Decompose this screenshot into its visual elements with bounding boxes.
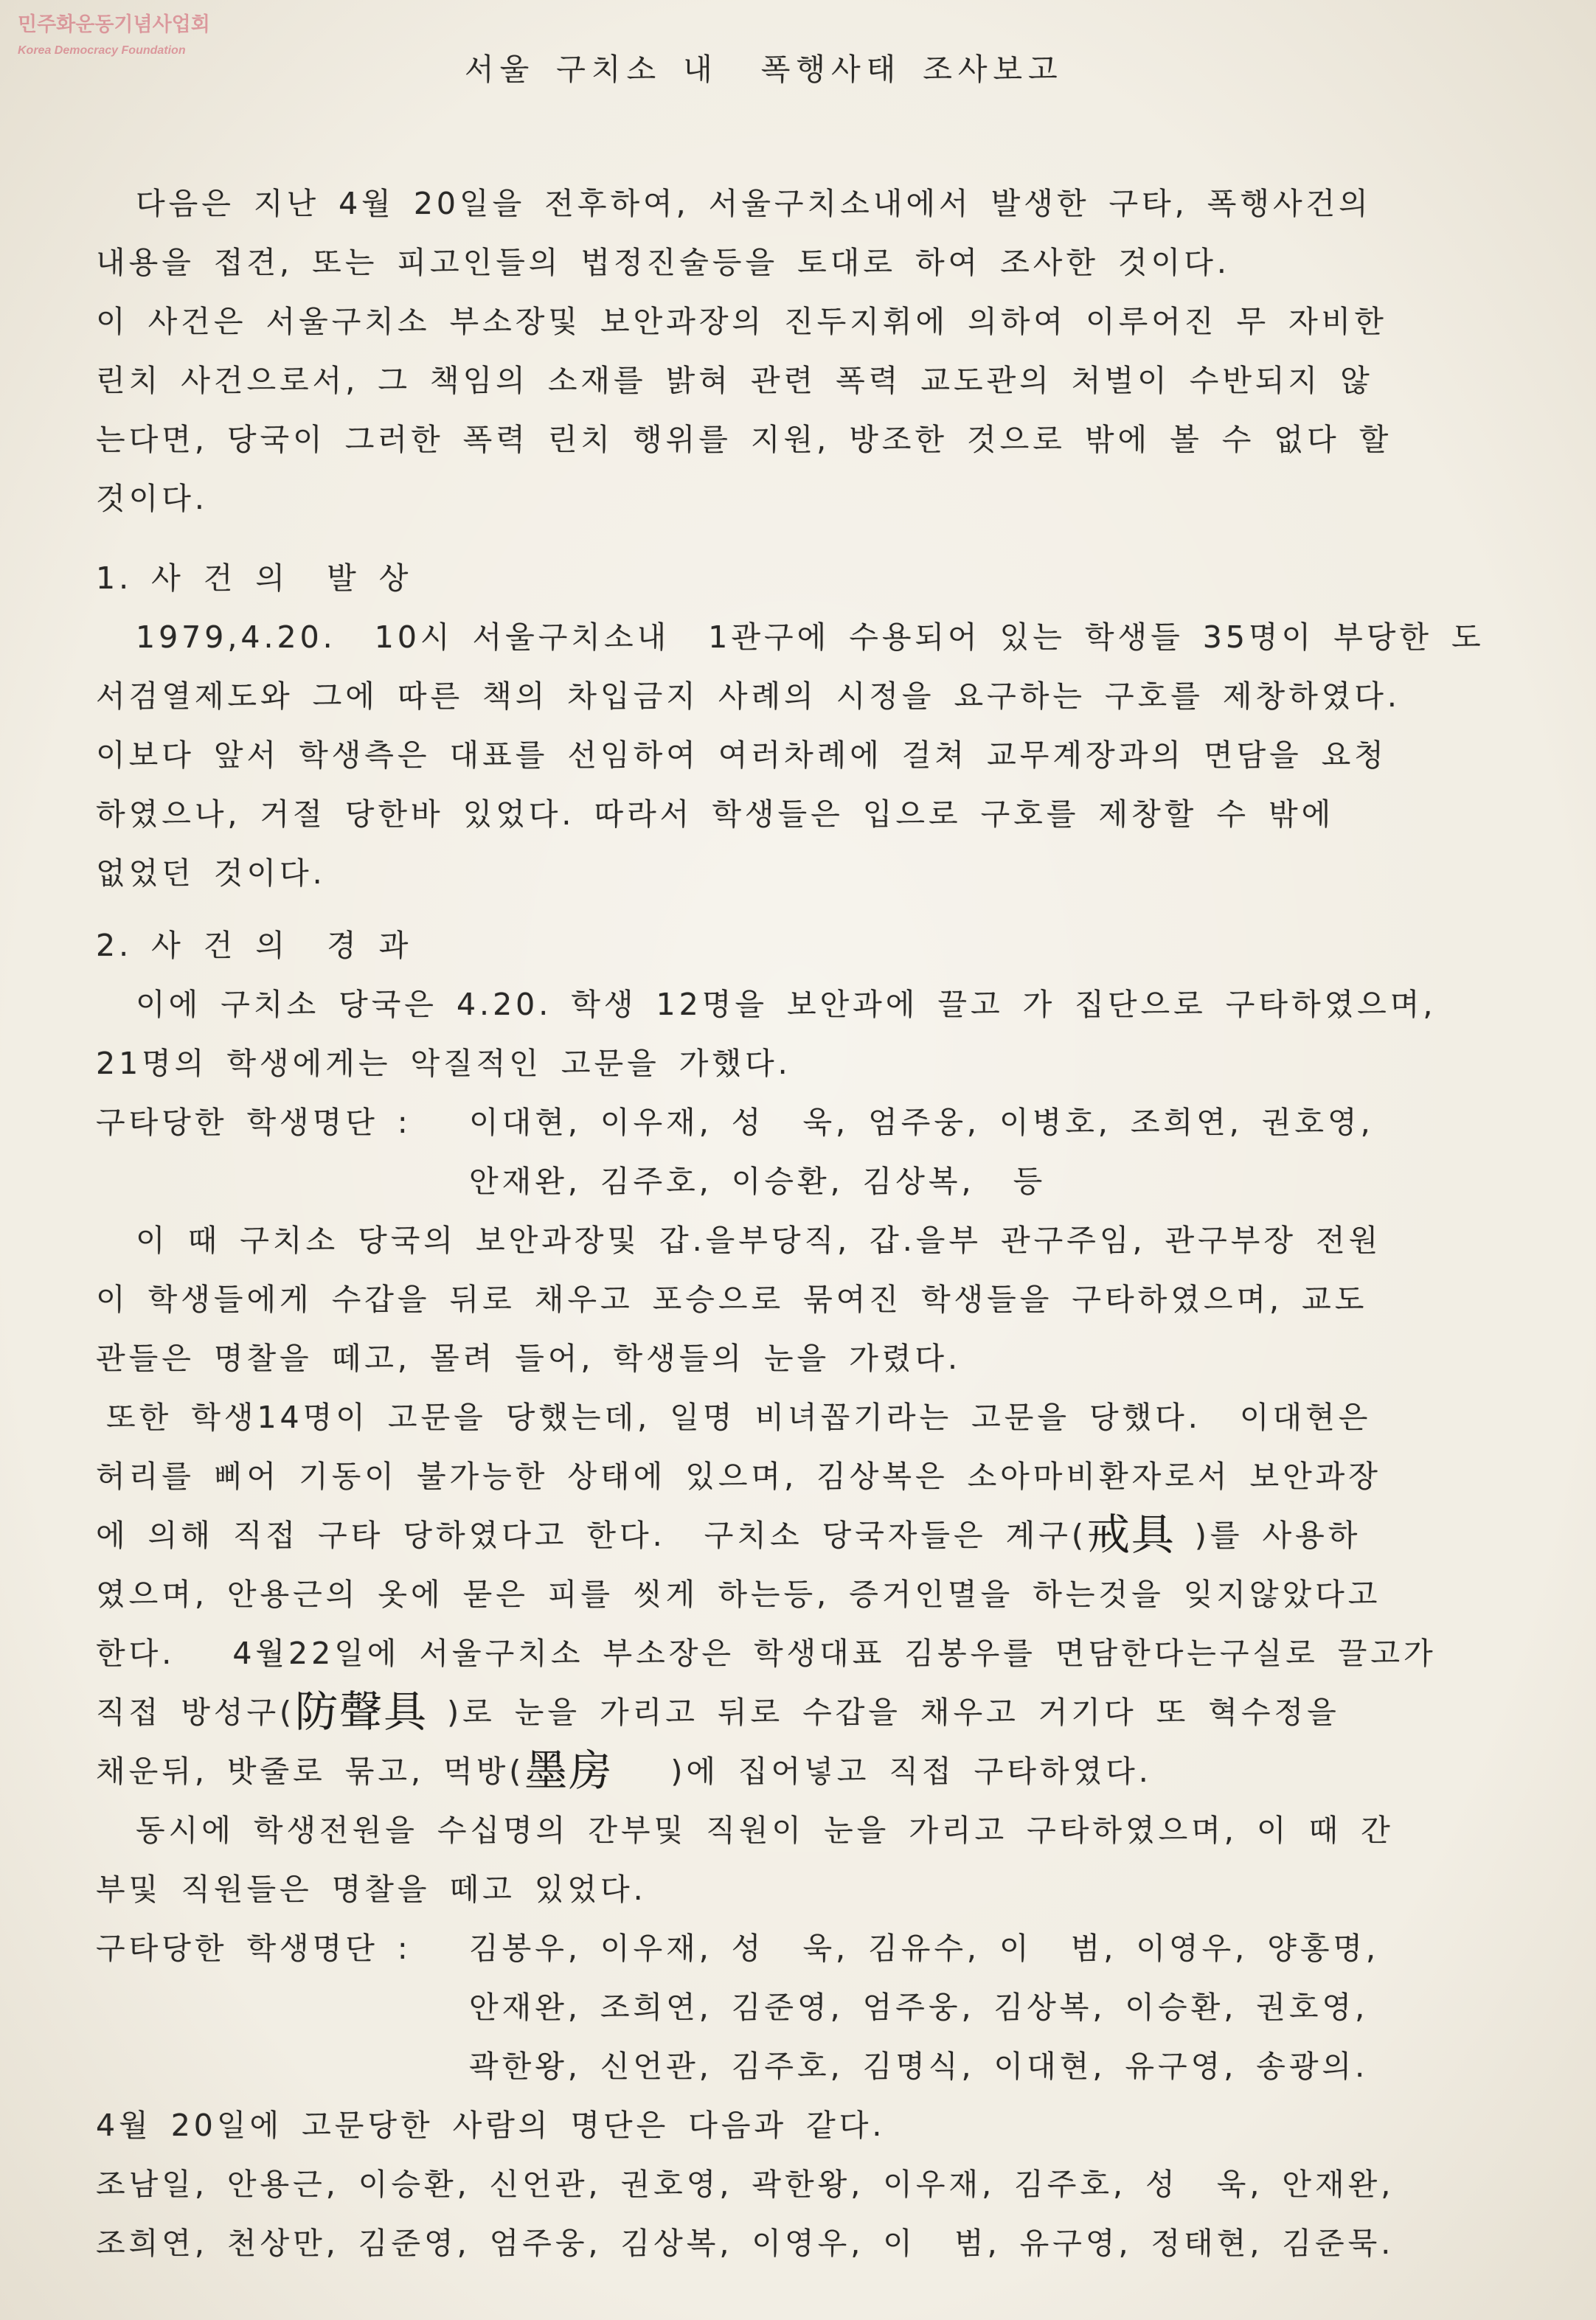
foundation-watermark-logo xyxy=(18,12,210,59)
line-text: 채운뒤, 밧줄로 묶고, 먹방( xyxy=(96,1754,525,1789)
handwritten-hanja: 防聲具 xyxy=(295,1687,429,1737)
section1-heading: 1. 사 건 의 발 상 xyxy=(96,560,412,596)
beaten-list-1-first-line xyxy=(96,1093,1596,1152)
tortured-list-intro: 4월 20일에 고문당한 사람의 명단은 다음과 같다. xyxy=(96,2108,886,2143)
document-title: 서울 구치소 내 폭행사태 조사보고 xyxy=(465,52,1064,87)
section2-line-with-hanja xyxy=(96,1506,1596,1565)
section2-line: 허리를 삐어 기동이 불가능한 상태에 있으며, 김상복은 소아마비환자로서 보안과장 xyxy=(96,1459,1381,1494)
section2-line: 였으며, 안용근의 옷에 묻은 피를 씻게 하는등, 증거인멸을 하는것을 잊지않았다고 xyxy=(96,1577,1381,1612)
intro-line: 이 사건은 서울구치소 부소장및 보안과장의 진두지휘에 의하여 이루어진 무 자비한 xyxy=(96,304,1387,339)
watermark-korean-name: 민주화운동기념사업회 xyxy=(18,13,210,36)
names-line: 안재완, 조희연, 김준영, 엄주웅, 김상복, 이승환, 권호영, xyxy=(469,1990,1369,2025)
intro-paragraph xyxy=(96,174,1596,528)
section2-body xyxy=(96,975,1596,2273)
line-text: )에 집어넣고 직접 구타하였다. xyxy=(613,1754,1152,1789)
watermark-english-name: Korea Democracy Foundation xyxy=(18,44,186,57)
section1-line: 1979,4.20. 10시 서울구치소내 1관구에 수용되어 있는 학생들 35명이 부당한 도 xyxy=(136,619,1485,655)
handwritten-hanja: 墨房 xyxy=(524,1746,614,1796)
line-text: )로 눈을 가리고 뒤로 수갑을 채우고 거기다 또 혁수정을 xyxy=(428,1695,1340,1730)
section2-line: 관들은 명찰을 떼고, 몰려 들어, 학생들의 눈을 가렸다. xyxy=(96,1341,962,1376)
beaten-list-2-first-line xyxy=(96,1919,1596,1978)
section1-line: 하였으나, 거절 당한바 있었다. 따라서 학생들은 입으로 구호를 제창할 수 밖에 xyxy=(96,796,1335,832)
line-text: 직접 방성구( xyxy=(96,1695,296,1730)
section1-line: 서검열제도와 그에 따른 책의 차입금지 사례의 시정을 요구하는 구호를 제창하였다. xyxy=(96,678,1401,714)
names-line: 안재완, 김주호, 이승환, 김상복, 등 xyxy=(469,1164,1047,1199)
line-text: )를 사용하 xyxy=(1175,1518,1361,1553)
intro-line: 는다면, 당국이 그러한 폭력 린치 행위를 지원, 방조한 것으로 밖에 볼 수 없다 할 xyxy=(96,422,1392,457)
section2-line-with-hanja xyxy=(96,1742,1596,1801)
section2-line: 이에 구치소 당국은 4.20. 학생 12명을 보안과에 끌고 가 집단으로 구타하였으며, xyxy=(136,987,1437,1022)
section1-line: 없었던 것이다. xyxy=(96,855,326,891)
section2-line: 또한 학생14명이 고문을 당했는데, 일명 비녀꼽기라는 고문을 당했다. 이대현은 xyxy=(106,1400,1372,1435)
intro-line: 것이다. xyxy=(96,481,208,516)
beaten-list-label: 구타당한 학생명단 : xyxy=(96,1931,412,1966)
section1-body xyxy=(96,608,1596,903)
intro-line: 내용을 접견, 또는 피고인들의 법정진술등을 토대로 하여 조사한 것이다. xyxy=(96,245,1230,280)
handwritten-hanja: 戒具 xyxy=(1086,1510,1176,1560)
intro-line: 다음은 지난 4월 20일을 전후하여, 서울구치소내에서 발생한 구타, 폭행사건의 xyxy=(136,186,1372,221)
section2-line: 한다. 4월22일에 서울구치소 부소장은 학생대표 김봉우를 면담한다는구실로 끌고가 xyxy=(96,1636,1437,1671)
beaten-list-label: 구타당한 학생명단 : xyxy=(96,1105,412,1140)
intro-line: 린치 사건으로서, 그 책임의 소재를 밝혀 관련 폭력 교도관의 처벌이 수반되지 않 xyxy=(96,363,1373,398)
section2-line: 부및 직원들은 명찰을 떼고 있었다. xyxy=(96,1872,647,1907)
names-line: 조남일, 안용근, 이승환, 신언관, 권호영, 곽한왕, 이우재, 김주호, 성 욱, 안재완, xyxy=(96,2167,1395,2202)
section1-line: 이보다 앞서 학생측은 대표를 선임하여 여러차례에 걸쳐 교무계장과의 면담을 요청 xyxy=(96,737,1387,773)
section2-line: 21명의 학생에게는 악질적인 고문을 가했다. xyxy=(96,1046,791,1081)
names-line: 조희연, 천상만, 김준영, 엄주웅, 김상복, 이영우, 이 범, 유구영, 정태현, 김준묵. xyxy=(96,2226,1395,2261)
section2-heading: 2. 사 건 의 경 과 xyxy=(96,928,412,963)
names-line: 김봉우, 이우재, 성 욱, 김유수, 이 범, 이영우, 양홍명, xyxy=(469,1931,1380,1966)
names-line: 곽한왕, 신언관, 김주호, 김명식, 이대현, 유구영, 송광의. xyxy=(469,2049,1369,2084)
section2-line: 이 때 구치소 당국의 보안과장및 갑.을부당직, 갑.을부 관구주임, 관구부장 전원 xyxy=(136,1223,1382,1258)
names-line: 이대현, 이우재, 성 욱, 엄주웅, 이병호, 조희연, 권호영, xyxy=(469,1105,1374,1140)
line-text: 에 의해 직접 구타 당하였다고 한다. 구치소 당국자들은 계구( xyxy=(96,1518,1087,1553)
section2-line: 동시에 학생전원을 수십명의 간부및 직원이 눈을 가리고 구타하였으며, 이 때 간 xyxy=(136,1813,1394,1848)
section2-line: 이 학생들에게 수갑을 뒤로 채우고 포승으로 묶여진 학생들을 구타하였으며, 교도 xyxy=(96,1282,1368,1317)
section2-line-with-hanja xyxy=(96,1683,1596,1742)
